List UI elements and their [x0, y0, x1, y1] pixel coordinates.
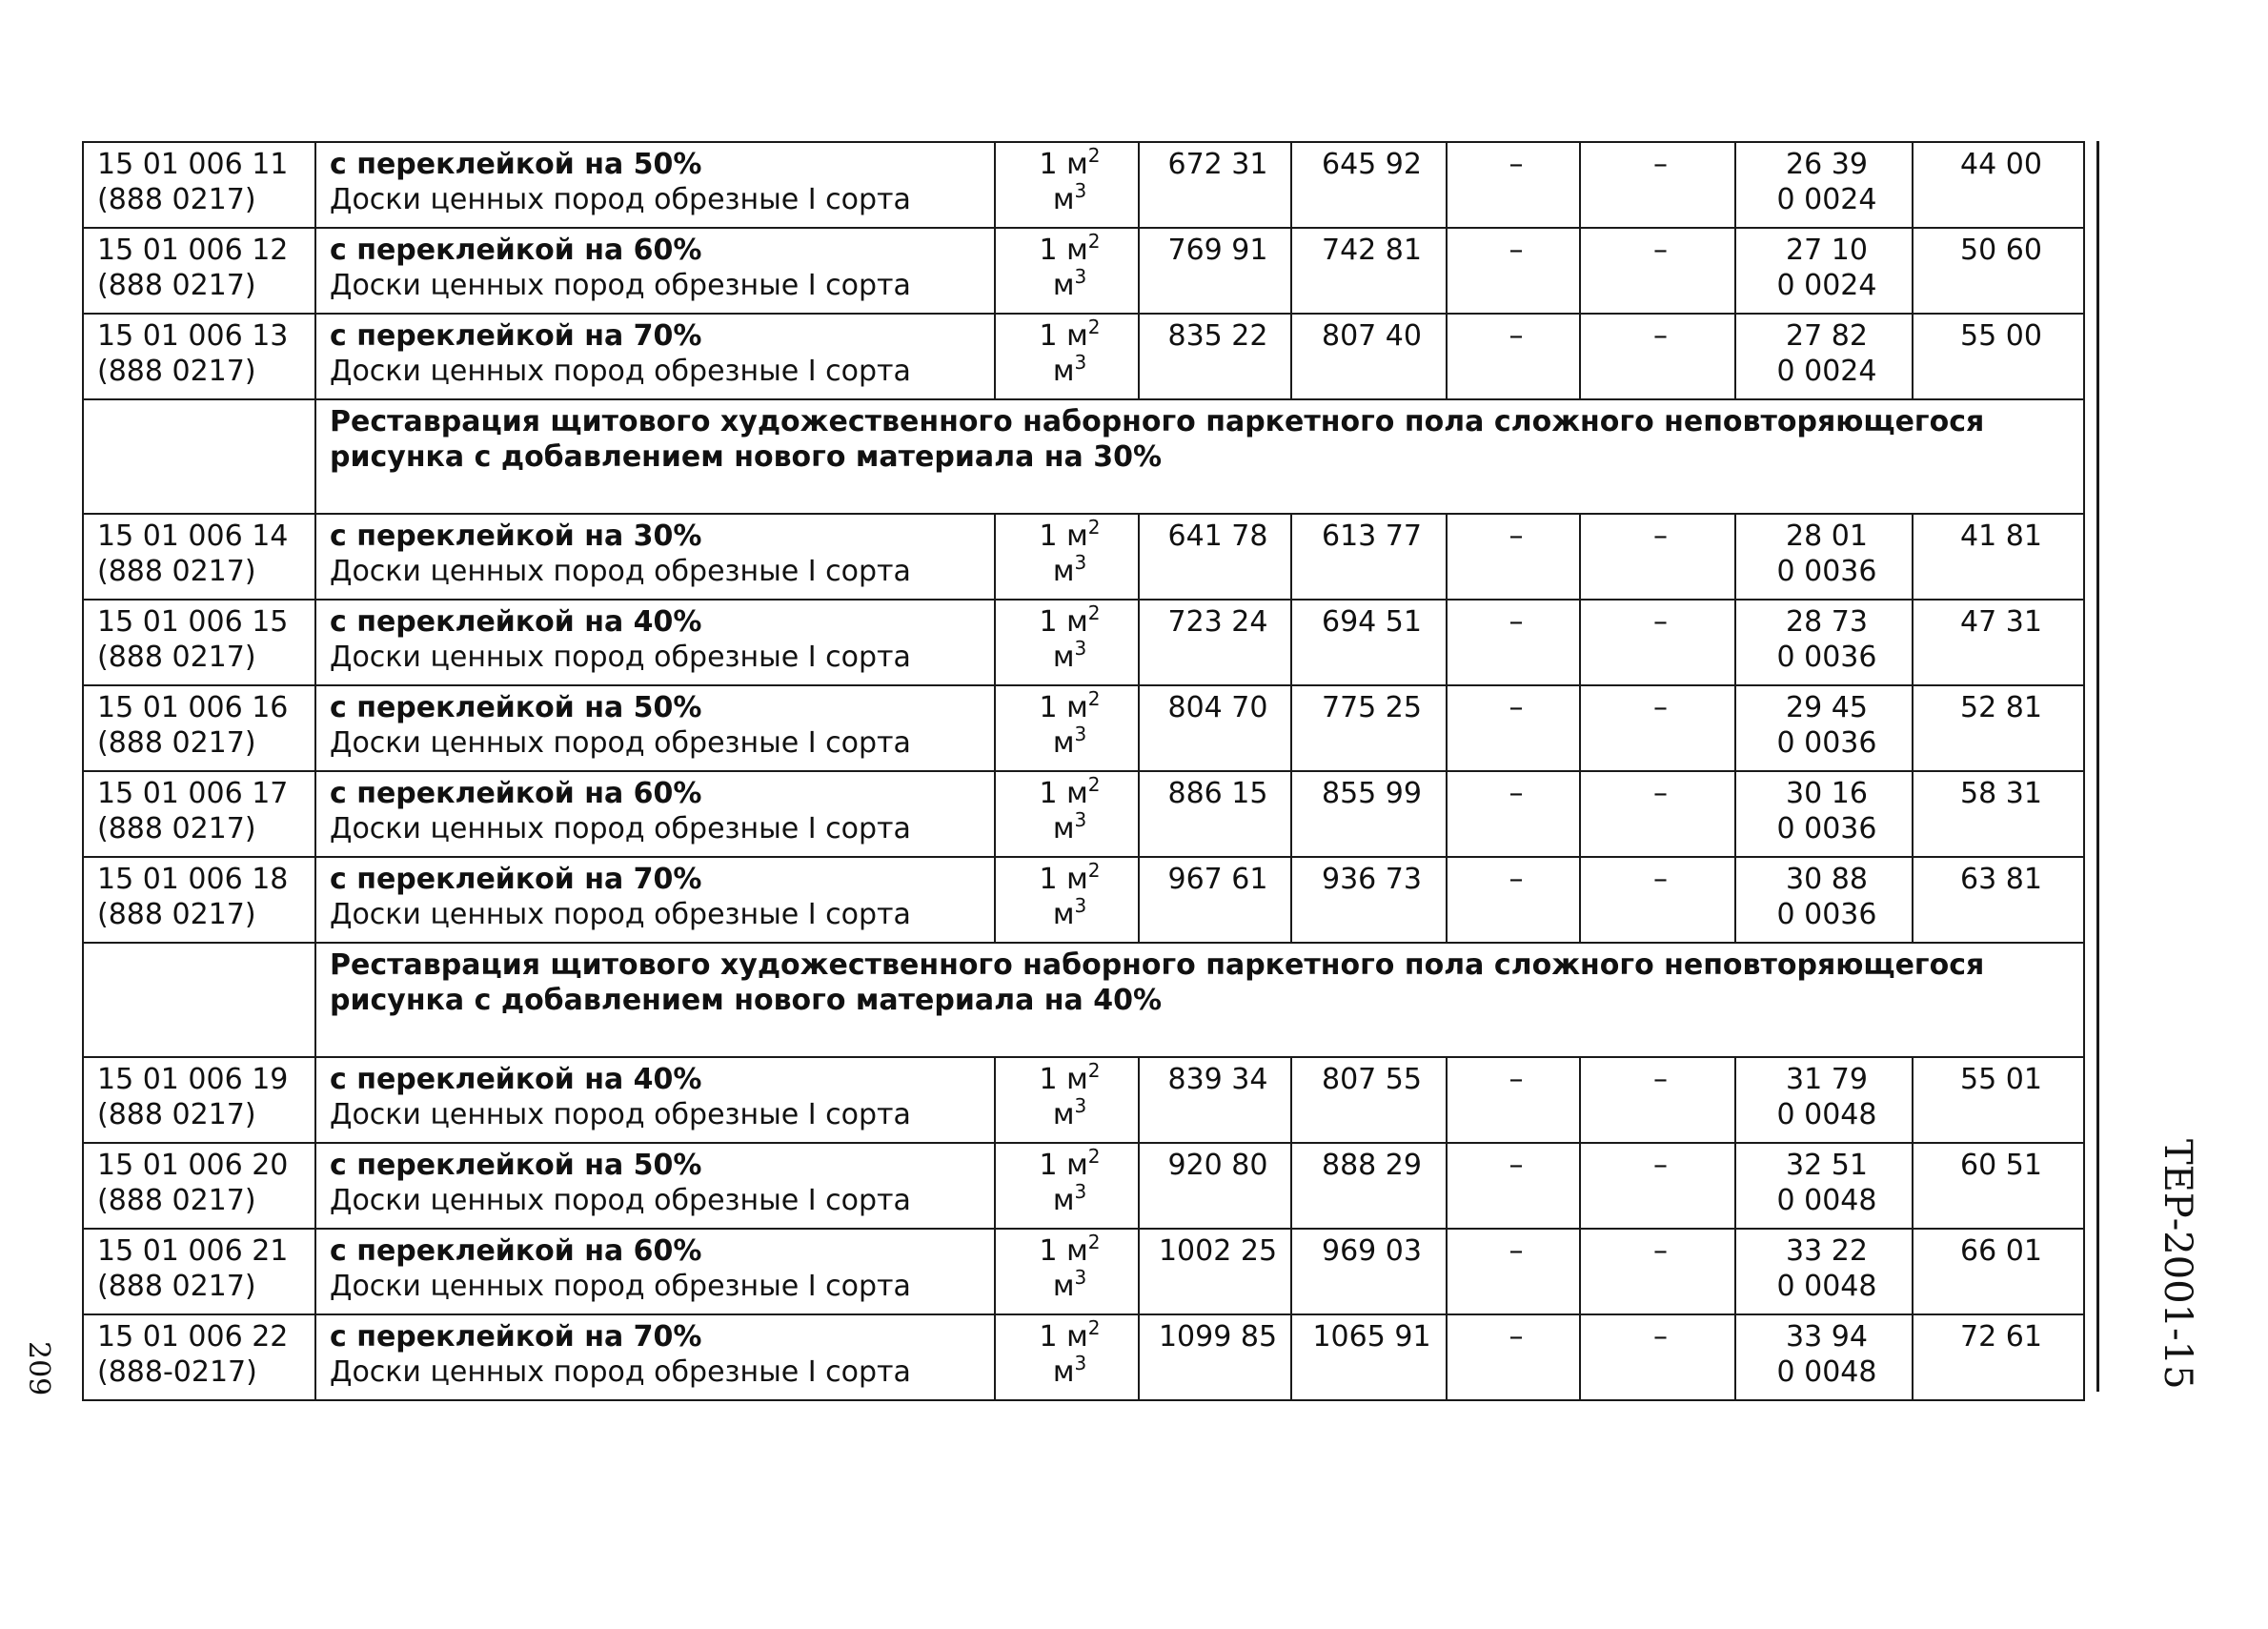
material-name: Доски ценных пород обрезные I сорта — [330, 355, 911, 388]
code-cell — [83, 1314, 315, 1400]
materials-cost-cell: 1065 91 — [1291, 1314, 1447, 1400]
resource-code: (888-0217) — [97, 1355, 257, 1389]
rate-code: 15 01 006 19 — [97, 1063, 289, 1096]
unit-cell — [995, 685, 1139, 771]
unit-secondary-exp: 3 — [1074, 723, 1087, 745]
unit-primary-text: 1 м — [1039, 519, 1088, 553]
material-name: Доски ценных пород обрезные I сорта — [330, 183, 911, 216]
labor-cell: 47 31 — [1913, 600, 2084, 685]
labor-cell: 72 61 — [1913, 1314, 2084, 1400]
machines-wages-cell: – — [1580, 1057, 1735, 1143]
labor-cell: 52 81 — [1913, 685, 2084, 771]
direct-cost-cell: 804 70 — [1139, 685, 1291, 771]
labor-cell: 66 01 — [1913, 1229, 2084, 1314]
unit-primary-text: 1 м — [1039, 1149, 1088, 1182]
unit-secondary-exp: 3 — [1074, 351, 1087, 374]
resource-code: (888 0217) — [97, 269, 256, 302]
direct-cost-cell: 641 78 — [1139, 514, 1291, 600]
unit-secondary-exp: 3 — [1074, 1094, 1087, 1117]
material-name: Доски ценных пород обрезные I сорта — [330, 812, 911, 845]
unit-primary-text: 1 м — [1039, 777, 1088, 810]
rate-code: 15 01 006 21 — [97, 1234, 289, 1268]
section-header-row — [83, 943, 2084, 1057]
name-cell — [315, 514, 995, 600]
unit-primary-text: 1 м — [1039, 863, 1088, 896]
materials-cost-cell: 936 73 — [1291, 857, 1447, 943]
wages-value: 28 01 — [1786, 519, 1868, 553]
code-cell — [83, 1143, 315, 1229]
unit-secondary-exp: 3 — [1074, 551, 1087, 574]
machines-wages-cell: – — [1580, 600, 1735, 685]
wages-value: 30 88 — [1786, 863, 1868, 896]
name-cell — [315, 1229, 995, 1314]
direct-cost-cell: 1099 85 — [1139, 1314, 1291, 1400]
machines-wages-cell: – — [1580, 685, 1735, 771]
unit-primary — [1009, 318, 1130, 354]
unit-secondary-text: м — [1052, 1184, 1075, 1217]
unit-secondary — [1009, 894, 1130, 932]
machines-cost-cell: – — [1447, 857, 1580, 943]
rate-code: 15 01 006 11 — [97, 148, 289, 181]
consumption-value: 0 0024 — [1776, 355, 1877, 388]
unit-cell — [995, 1229, 1139, 1314]
rate-code: 15 01 006 15 — [97, 605, 289, 639]
machines-cost-cell: – — [1447, 1314, 1580, 1400]
section-code-cell — [83, 399, 315, 514]
rate-code: 15 01 006 13 — [97, 319, 289, 353]
name-cell — [315, 1314, 995, 1400]
table-row — [83, 142, 2084, 228]
unit-secondary-text: м — [1052, 183, 1075, 216]
consumption-value: 0 0036 — [1776, 641, 1877, 674]
unit-primary — [1009, 687, 1130, 725]
code-cell — [83, 685, 315, 771]
resource-code: (888 0217) — [97, 1184, 256, 1217]
unit-secondary — [1009, 351, 1130, 389]
wages-cell — [1735, 514, 1913, 600]
unit-primary-exp: 2 — [1087, 859, 1101, 882]
code-cell — [83, 514, 315, 600]
unit-primary-exp: 2 — [1087, 516, 1101, 539]
code-cell — [83, 228, 315, 314]
table-row — [83, 1143, 2084, 1229]
wages-value: 33 22 — [1786, 1234, 1868, 1268]
price-table — [82, 141, 2085, 1401]
code-cell — [83, 314, 315, 399]
unit-primary — [1009, 516, 1130, 554]
machines-wages-cell: – — [1580, 314, 1735, 399]
unit-cell — [995, 600, 1139, 685]
machines-wages-cell: – — [1580, 228, 1735, 314]
unit-secondary — [1009, 551, 1130, 589]
unit-secondary-exp: 3 — [1074, 1352, 1087, 1374]
wages-value: 28 73 — [1786, 605, 1868, 639]
rate-code: 15 01 006 18 — [97, 863, 289, 896]
work-name: с переклейкой на 40% — [330, 1063, 702, 1096]
unit-secondary-exp: 3 — [1074, 179, 1087, 202]
unit-secondary-text: м — [1052, 1270, 1075, 1303]
unit-secondary — [1009, 1354, 1130, 1390]
material-name: Доски ценных пород обрезные I сорта — [330, 898, 911, 931]
work-name: с переклейкой на 60% — [330, 234, 702, 267]
wages-value: 26 39 — [1786, 148, 1868, 181]
machines-wages-cell: – — [1580, 857, 1735, 943]
unit-secondary-exp: 3 — [1074, 265, 1087, 288]
name-cell — [315, 771, 995, 857]
wages-value: 31 79 — [1786, 1063, 1868, 1096]
material-name: Доски ценных пород обрезные I сорта — [330, 726, 911, 760]
machines-cost-cell: – — [1447, 685, 1580, 771]
unit-secondary-exp: 3 — [1074, 1266, 1087, 1289]
work-name: с переклейкой на 70% — [330, 319, 702, 353]
unit-primary-text: 1 м — [1039, 691, 1088, 724]
consumption-value: 0 0048 — [1776, 1355, 1877, 1389]
direct-cost-cell: 723 24 — [1139, 600, 1291, 685]
direct-cost-cell: 839 34 — [1139, 1057, 1291, 1143]
wages-cell — [1735, 685, 1913, 771]
direct-cost-cell: 672 31 — [1139, 142, 1291, 228]
unit-secondary-text: м — [1052, 355, 1075, 388]
section-title: Реставрация щитового художественного наборного паркетного пола сложного неповторяющегося рисунка с добавлением нового материала на 40% — [315, 943, 2084, 1057]
work-name: с переклейкой на 40% — [330, 605, 702, 639]
unit-primary — [1009, 773, 1130, 811]
table-row — [83, 771, 2084, 857]
wages-cell — [1735, 1057, 1913, 1143]
machines-cost-cell: – — [1447, 228, 1580, 314]
document-code: ТЕР-2001-15 — [2156, 1139, 2199, 1390]
unit-secondary-text: м — [1052, 726, 1075, 760]
machines-cost-cell: – — [1447, 600, 1580, 685]
resource-code: (888 0217) — [97, 355, 256, 388]
resource-code: (888 0217) — [97, 183, 256, 216]
labor-cell: 55 00 — [1913, 314, 2084, 399]
material-name: Доски ценных пород обрезные I сорта — [330, 269, 911, 302]
resource-code: (888 0217) — [97, 898, 256, 931]
unit-secondary-text: м — [1052, 555, 1075, 588]
material-name: Доски ценных пород обрезные I сорта — [330, 1098, 911, 1131]
unit-cell — [995, 771, 1139, 857]
name-cell — [315, 228, 995, 314]
unit-cell — [995, 857, 1139, 943]
machines-wages-cell: – — [1580, 1143, 1735, 1229]
materials-cost-cell: 742 81 — [1291, 228, 1447, 314]
consumption-value: 0 0024 — [1776, 269, 1877, 302]
unit-primary-exp: 2 — [1087, 144, 1101, 167]
wages-cell — [1735, 1143, 1913, 1229]
rate-code: 15 01 006 12 — [97, 234, 289, 267]
consumption-value: 0 0024 — [1776, 183, 1877, 216]
direct-cost-cell: 967 61 — [1139, 857, 1291, 943]
unit-primary-exp: 2 — [1087, 687, 1101, 710]
machines-wages-cell: – — [1580, 514, 1735, 600]
unit-secondary-text: м — [1052, 269, 1075, 302]
materials-cost-cell: 969 03 — [1291, 1229, 1447, 1314]
consumption-value: 0 0036 — [1776, 812, 1877, 845]
unit-primary-text: 1 м — [1039, 148, 1088, 181]
table-row — [83, 1057, 2084, 1143]
consumption-value: 0 0048 — [1776, 1270, 1877, 1303]
machines-cost-cell: – — [1447, 1143, 1580, 1229]
unit-primary — [1009, 601, 1130, 640]
wages-value: 32 51 — [1786, 1149, 1868, 1182]
work-name: с переклейкой на 50% — [330, 148, 702, 181]
code-cell — [83, 1229, 315, 1314]
materials-cost-cell: 645 92 — [1291, 142, 1447, 228]
unit-secondary-text: м — [1052, 1355, 1075, 1389]
labor-cell: 44 00 — [1913, 142, 2084, 228]
wages-cell — [1735, 600, 1913, 685]
labor-cell: 41 81 — [1913, 514, 2084, 600]
wages-value: 27 82 — [1786, 319, 1868, 353]
unit-primary — [1009, 1145, 1130, 1183]
machines-cost-cell: – — [1447, 1057, 1580, 1143]
name-cell — [315, 1143, 995, 1229]
consumption-value: 0 0048 — [1776, 1184, 1877, 1217]
name-cell — [315, 600, 995, 685]
materials-cost-cell: 613 77 — [1291, 514, 1447, 600]
consumption-value: 0 0036 — [1776, 726, 1877, 760]
labor-cell: 50 60 — [1913, 228, 2084, 314]
page-number: 209 — [22, 1341, 55, 1396]
name-cell — [315, 1057, 995, 1143]
unit-secondary — [1009, 1266, 1130, 1304]
code-cell — [83, 1057, 315, 1143]
labor-cell: 55 01 — [1913, 1057, 2084, 1143]
unit-secondary-text: м — [1052, 1098, 1075, 1131]
work-name: с переклейкой на 60% — [330, 1234, 702, 1268]
resource-code: (888 0217) — [97, 641, 256, 674]
wages-value: 29 45 — [1786, 691, 1868, 724]
unit-primary-exp: 2 — [1087, 1316, 1101, 1339]
unit-cell — [995, 142, 1139, 228]
wages-value: 33 94 — [1786, 1320, 1868, 1354]
table-row — [83, 228, 2084, 314]
table-row — [83, 857, 2084, 943]
unit-secondary-exp: 3 — [1074, 637, 1087, 660]
unit-cell — [995, 1143, 1139, 1229]
unit-primary-exp: 2 — [1087, 601, 1101, 624]
table-row — [83, 1314, 2084, 1400]
direct-cost-cell: 769 91 — [1139, 228, 1291, 314]
unit-secondary — [1009, 808, 1130, 846]
resource-code: (888 0217) — [97, 812, 256, 845]
material-name: Доски ценных пород обрезные I сорта — [330, 641, 911, 674]
rate-code: 15 01 006 14 — [97, 519, 289, 553]
consumption-value: 0 0036 — [1776, 898, 1877, 931]
wages-cell — [1735, 314, 1913, 399]
unit-primary — [1009, 144, 1130, 182]
work-name: с переклейкой на 70% — [330, 863, 702, 896]
consumption-value: 0 0048 — [1776, 1098, 1877, 1131]
work-name: с переклейкой на 70% — [330, 1320, 702, 1354]
unit-cell — [995, 228, 1139, 314]
code-cell — [83, 771, 315, 857]
unit-secondary-exp: 3 — [1074, 808, 1087, 831]
unit-secondary-text: м — [1052, 898, 1075, 931]
unit-secondary — [1009, 725, 1130, 761]
material-name: Доски ценных пород обрезные I сорта — [330, 1270, 911, 1303]
unit-secondary-exp: 3 — [1074, 894, 1087, 917]
rate-code: 15 01 006 20 — [97, 1149, 289, 1182]
unit-secondary-text: м — [1052, 641, 1075, 674]
wages-cell — [1735, 142, 1913, 228]
wages-cell — [1735, 857, 1913, 943]
rate-code: 15 01 006 16 — [97, 691, 289, 724]
unit-primary-exp: 2 — [1087, 1231, 1101, 1253]
work-name: с переклейкой на 50% — [330, 1149, 702, 1182]
unit-primary-exp: 2 — [1087, 1059, 1101, 1082]
direct-cost-cell: 920 80 — [1139, 1143, 1291, 1229]
resource-code: (888 0217) — [97, 555, 256, 588]
material-name: Доски ценных пород обрезные I сорта — [330, 1355, 911, 1389]
table-row — [83, 514, 2084, 600]
work-name: с переклейкой на 60% — [330, 777, 702, 810]
materials-cost-cell: 694 51 — [1291, 600, 1447, 685]
materials-cost-cell: 775 25 — [1291, 685, 1447, 771]
labor-cell: 58 31 — [1913, 771, 2084, 857]
side-rule — [2096, 141, 2099, 1392]
section-title: Реставрация щитового художественного наборного паркетного пола сложного неповторяющегося рисунка с добавлением нового материала на 30% — [315, 399, 2084, 514]
unit-primary-exp: 2 — [1087, 230, 1101, 253]
unit-primary-exp: 2 — [1087, 316, 1101, 338]
machines-cost-cell: – — [1447, 142, 1580, 228]
labor-cell: 63 81 — [1913, 857, 2084, 943]
resource-code: (888 0217) — [97, 726, 256, 760]
code-cell — [83, 142, 315, 228]
consumption-value: 0 0036 — [1776, 555, 1877, 588]
direct-cost-cell: 886 15 — [1139, 771, 1291, 857]
unit-primary — [1009, 859, 1130, 897]
rate-code: 15 01 006 22 — [97, 1320, 289, 1354]
unit-secondary — [1009, 637, 1130, 675]
name-cell — [315, 142, 995, 228]
machines-cost-cell: – — [1447, 1229, 1580, 1314]
unit-primary-exp: 2 — [1087, 1145, 1101, 1168]
name-cell — [315, 685, 995, 771]
table-row — [83, 1229, 2084, 1314]
machines-cost-cell: – — [1447, 314, 1580, 399]
code-cell — [83, 857, 315, 943]
materials-cost-cell: 855 99 — [1291, 771, 1447, 857]
table-row — [83, 600, 2084, 685]
machines-wages-cell: – — [1580, 1229, 1735, 1314]
unit-primary-text: 1 м — [1039, 234, 1088, 267]
material-name: Доски ценных пород обрезные I сорта — [330, 1184, 911, 1217]
unit-primary-text: 1 м — [1039, 319, 1088, 353]
resource-code: (888 0217) — [97, 1098, 256, 1131]
unit-secondary — [1009, 265, 1130, 303]
price-table-body — [83, 142, 2084, 1400]
machines-wages-cell: – — [1580, 1314, 1735, 1400]
name-cell — [315, 857, 995, 943]
direct-cost-cell: 1002 25 — [1139, 1229, 1291, 1314]
machines-cost-cell: – — [1447, 771, 1580, 857]
material-name: Доски ценных пород обрезные I сорта — [330, 555, 911, 588]
wages-value: 27 10 — [1786, 234, 1868, 267]
unit-secondary — [1009, 179, 1130, 217]
unit-cell — [995, 314, 1139, 399]
labor-cell: 60 51 — [1913, 1143, 2084, 1229]
wages-cell — [1735, 1229, 1913, 1314]
unit-primary-text: 1 м — [1039, 1234, 1088, 1268]
unit-primary — [1009, 230, 1130, 268]
unit-secondary — [1009, 1094, 1130, 1132]
materials-cost-cell: 807 55 — [1291, 1057, 1447, 1143]
unit-secondary — [1009, 1180, 1130, 1218]
table-row — [83, 685, 2084, 771]
unit-primary-text: 1 м — [1039, 1320, 1088, 1354]
unit-primary-text: 1 м — [1039, 1063, 1088, 1096]
wages-cell — [1735, 1314, 1913, 1400]
unit-cell — [995, 1314, 1139, 1400]
name-cell — [315, 314, 995, 399]
wages-cell — [1735, 228, 1913, 314]
wages-cell — [1735, 771, 1913, 857]
unit-secondary-text: м — [1052, 812, 1075, 845]
unit-primary-exp: 2 — [1087, 773, 1101, 796]
unit-cell — [995, 1057, 1139, 1143]
work-name: с переклейкой на 50% — [330, 691, 702, 724]
unit-primary — [1009, 1316, 1130, 1354]
machines-cost-cell: – — [1447, 514, 1580, 600]
unit-primary — [1009, 1059, 1130, 1097]
machines-wages-cell: – — [1580, 771, 1735, 857]
work-name: с переклейкой на 30% — [330, 519, 702, 553]
machines-wages-cell: – — [1580, 142, 1735, 228]
materials-cost-cell: 807 40 — [1291, 314, 1447, 399]
unit-primary — [1009, 1233, 1130, 1269]
code-cell — [83, 600, 315, 685]
wages-value: 30 16 — [1786, 777, 1868, 810]
rate-code: 15 01 006 17 — [97, 777, 289, 810]
direct-cost-cell: 835 22 — [1139, 314, 1291, 399]
resource-code: (888 0217) — [97, 1270, 256, 1303]
table-row — [83, 314, 2084, 399]
materials-cost-cell: 888 29 — [1291, 1143, 1447, 1229]
unit-secondary-exp: 3 — [1074, 1180, 1087, 1203]
section-header-row — [83, 399, 2084, 514]
section-code-cell — [83, 943, 315, 1057]
unit-cell — [995, 514, 1139, 600]
unit-primary-text: 1 м — [1039, 605, 1088, 639]
